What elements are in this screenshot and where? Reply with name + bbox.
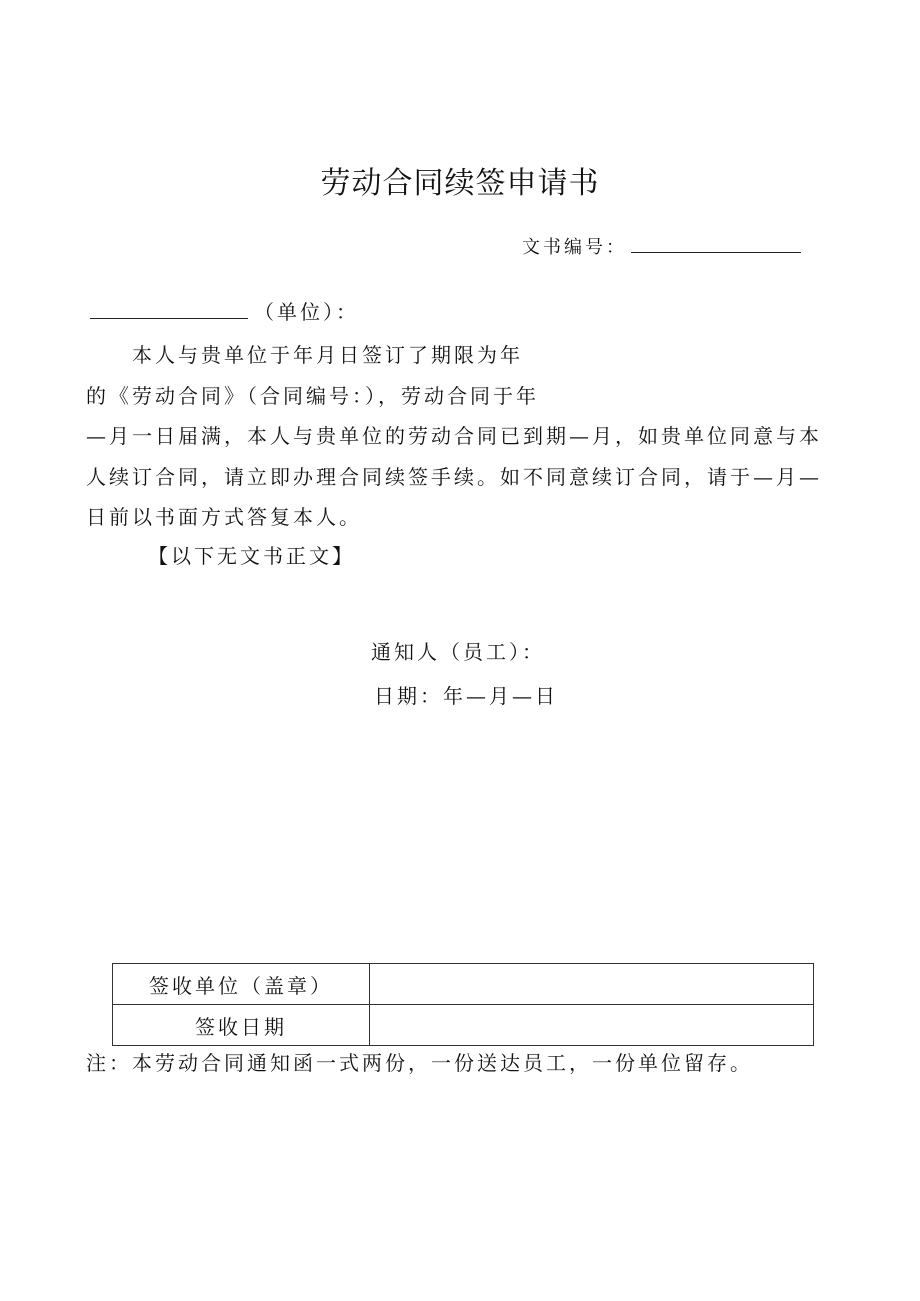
doc-number [522,234,801,261]
sign-table [112,963,814,1046]
doc-number-label: 文书编号： [522,237,627,258]
table-row [113,1005,814,1046]
body-line-3: —月一日届满，本人与贵单位的劳动合同已到期—月，如贵单位同意与本 [86,424,822,448]
doc-number-blank [631,234,801,253]
addressee [90,297,359,327]
sign-unit-field[interactable] [370,964,814,1005]
table-row [113,964,814,1005]
document-title: 劳动合同续签申请书 [320,166,600,201]
notifier-label: 通知人（员工）： [371,640,545,664]
body-line-5: 日前以书面方式答复本人。 [86,505,362,529]
addressee-suffix: （单位）： [254,300,359,324]
addressee-blank [90,298,248,319]
sign-unit-label: 签收单位（盖章） [113,964,370,1005]
end-marker: 【以下无文书正文】 [148,544,355,568]
sign-date-field[interactable] [370,1005,814,1046]
date-label: 日期：年—月—日 [374,684,558,708]
body-line-1: 本人与贵单位于年月日签订了期限为年 [132,343,523,367]
body-line-2: 的《劳动合同》（合同编号：），劳动合同于年 [86,384,539,408]
body-line-4: 人续订合同，请立即办理合同续签手续。如不同意续订合同，请于—月— [86,465,822,489]
sign-date-label: 签收日期 [113,1005,370,1046]
footnote: 注：本劳动合同通知函一式两份，一份送达员工，一份单位留存。 [86,1051,753,1075]
